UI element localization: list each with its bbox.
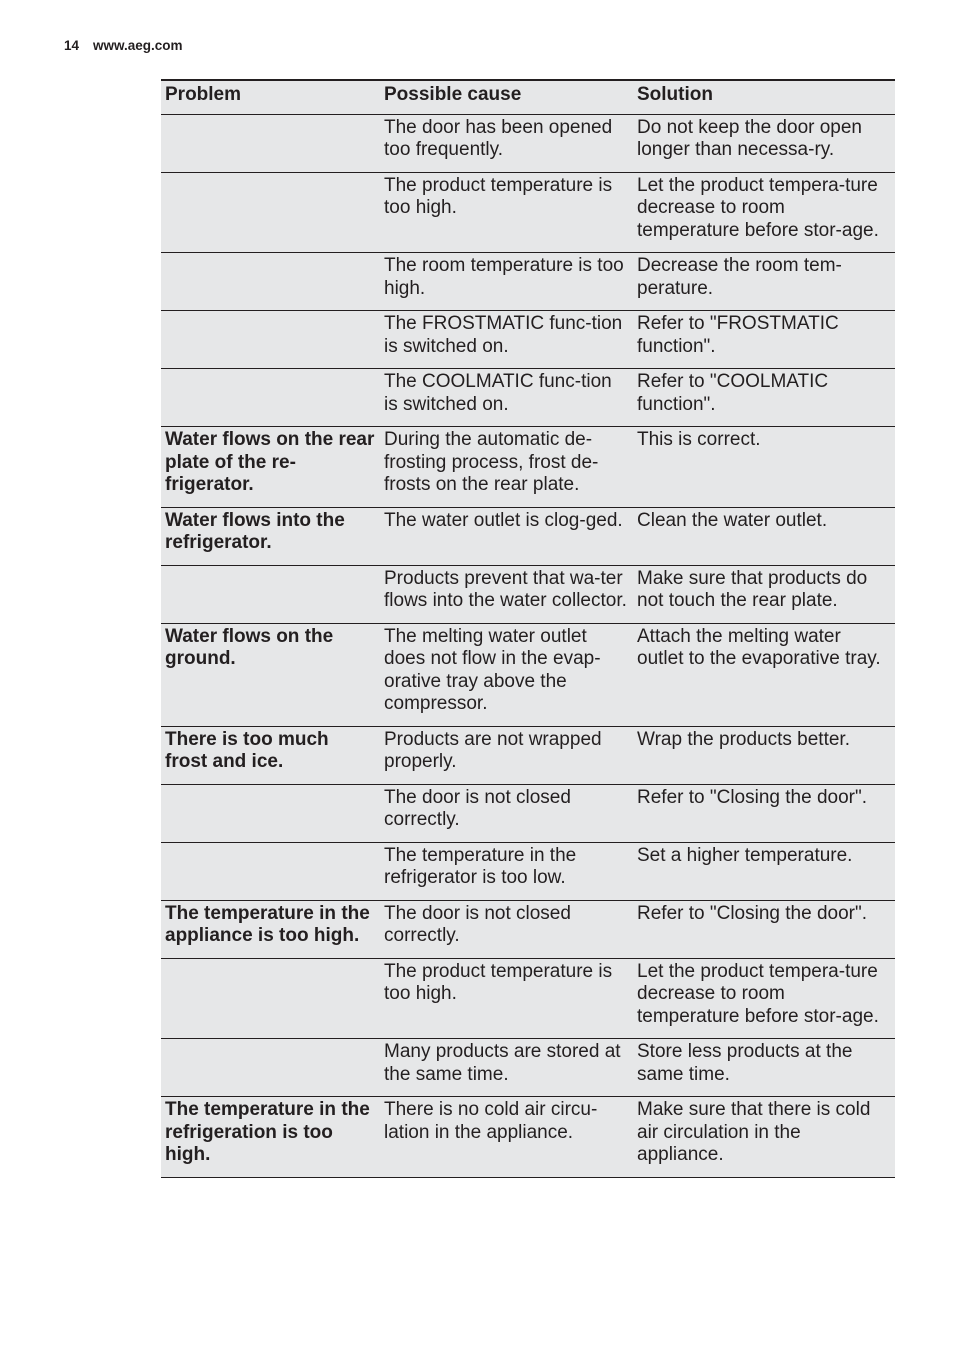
cell-cause: The COOLMATIC func-tion is switched on. — [380, 369, 633, 427]
cell-problem: The temperature in the refrigeration is too high. — [161, 1097, 380, 1178]
cell-cause: Products prevent that wa-ter flows into the water collector. — [380, 565, 633, 623]
table-row — [161, 172, 895, 253]
table-row — [161, 623, 895, 726]
cell-solution: Refer to "Closing the door". — [633, 900, 895, 958]
cell-problem — [161, 784, 380, 842]
cell-cause: The water outlet is clog-ged. — [380, 507, 633, 565]
cell-cause: During the automatic de-frosting process, frost de-frosts on the rear plate. — [380, 427, 633, 508]
cell-problem — [161, 114, 380, 172]
cell-cause: The melting water outlet does not flow in the evap-orative tray above the compressor. — [380, 623, 633, 726]
cell-cause: The door is not closed correctly. — [380, 784, 633, 842]
cell-cause: The temperature in the refrigerator is too low. — [380, 842, 633, 900]
cell-cause: The door is not closed correctly. — [380, 900, 633, 958]
cell-problem: Water flows on the rear plate of the re-frigerator. — [161, 427, 380, 508]
table-row — [161, 507, 895, 565]
cell-solution: Refer to "FROSTMATIC function". — [633, 311, 895, 369]
cell-cause: Many products are stored at the same time. — [380, 1039, 633, 1097]
column-header-solution: Solution — [633, 80, 895, 114]
page-number: 14 — [64, 38, 80, 53]
table-body — [161, 114, 895, 1177]
cell-cause: The product temperature is too high. — [380, 958, 633, 1039]
cell-solution: Let the product tempera-ture decrease to room temperature before stor-age. — [633, 172, 895, 253]
cell-problem — [161, 311, 380, 369]
table-row — [161, 900, 895, 958]
cell-problem — [161, 842, 380, 900]
cell-cause: There is no cold air circu-lation in the appliance. — [380, 1097, 633, 1178]
table-header-row — [161, 80, 895, 114]
cell-solution: Wrap the products better. — [633, 726, 895, 784]
cell-problem — [161, 1039, 380, 1097]
cell-problem — [161, 253, 380, 311]
table-row — [161, 114, 895, 172]
cell-cause: The product temperature is too high. — [380, 172, 633, 253]
table-row — [161, 311, 895, 369]
cell-cause: The room temperature is too high. — [380, 253, 633, 311]
cell-problem — [161, 172, 380, 253]
column-header-cause: Possible cause — [380, 80, 633, 114]
page-header — [64, 38, 183, 53]
table-row — [161, 565, 895, 623]
cell-problem: There is too much frost and ice. — [161, 726, 380, 784]
cell-cause: Products are not wrapped properly. — [380, 726, 633, 784]
cell-solution: Let the product tempera-ture decrease to room temperature before stor-age. — [633, 958, 895, 1039]
cell-solution: Refer to "Closing the door". — [633, 784, 895, 842]
column-header-problem: Problem — [161, 80, 380, 114]
table-row — [161, 1039, 895, 1097]
table-row — [161, 726, 895, 784]
troubleshooting-table — [161, 79, 895, 1178]
cell-problem — [161, 958, 380, 1039]
cell-cause: The door has been opened too frequently. — [380, 114, 633, 172]
cell-solution: Decrease the room tem-perature. — [633, 253, 895, 311]
website-url: www.aeg.com — [93, 38, 183, 53]
cell-problem: Water flows into the refrigerator. — [161, 507, 380, 565]
table-row — [161, 369, 895, 427]
cell-problem — [161, 565, 380, 623]
cell-solution: Store less products at the same time. — [633, 1039, 895, 1097]
cell-solution: Make sure that there is cold air circulation in the appliance. — [633, 1097, 895, 1178]
cell-problem: Water flows on the ground. — [161, 623, 380, 726]
table-row — [161, 842, 895, 900]
cell-solution: Refer to "COOLMATIC function". — [633, 369, 895, 427]
cell-solution: Make sure that products do not touch the rear plate. — [633, 565, 895, 623]
table-row — [161, 784, 895, 842]
cell-solution: Attach the melting water outlet to the evaporative tray. — [633, 623, 895, 726]
cell-solution: Do not keep the door open longer than necessa-ry. — [633, 114, 895, 172]
table-row — [161, 427, 895, 508]
cell-cause: The FROSTMATIC func-tion is switched on. — [380, 311, 633, 369]
table-row — [161, 1097, 895, 1178]
table-row — [161, 958, 895, 1039]
cell-problem: The temperature in the appliance is too high. — [161, 900, 380, 958]
table-row — [161, 253, 895, 311]
cell-solution: Set a higher temperature. — [633, 842, 895, 900]
cell-problem — [161, 369, 380, 427]
cell-solution: This is correct. — [633, 427, 895, 508]
cell-solution: Clean the water outlet. — [633, 507, 895, 565]
